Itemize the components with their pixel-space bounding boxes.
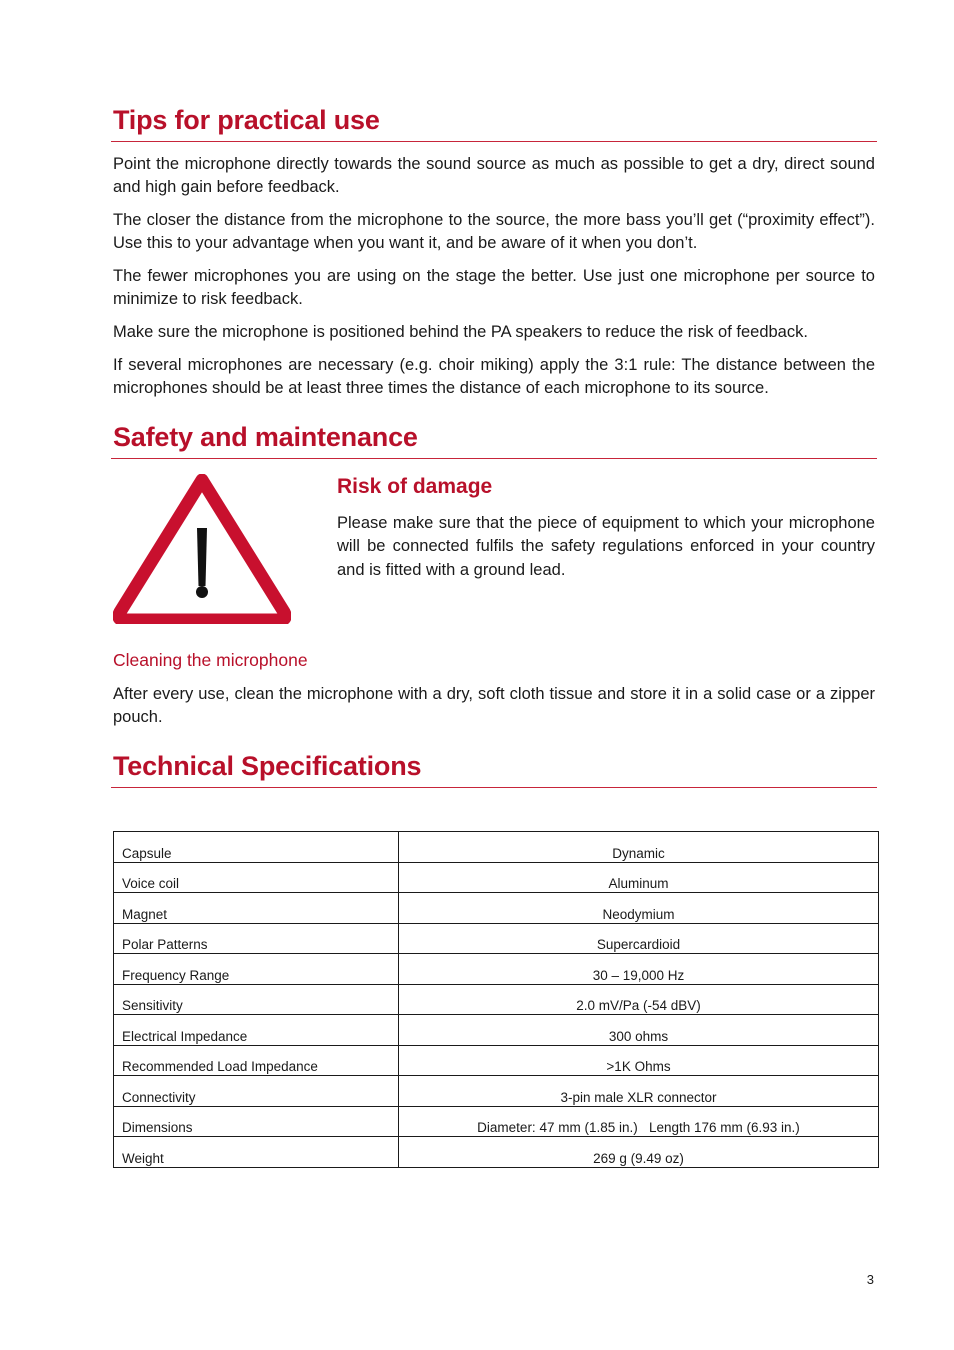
specs-table: [113, 831, 879, 1168]
spec-value: Supercardioid: [399, 923, 879, 954]
table-row: [114, 1137, 879, 1168]
tips-paragraph-5: If several microphones are necessary (e.g. choir miking) apply the 3:1 rule: The distance between the microphones should be at least three times the distance of each microphone to its source.: [113, 356, 875, 398]
spec-value: 269 g (9.49 oz): [399, 1137, 879, 1168]
spec-label: Sensitivity: [114, 984, 399, 1015]
tips-paragraph-3: The fewer microphones you are using on the stage the better. Use just one microphone per source to minimize to risk feedback.: [113, 267, 875, 309]
tips-heading-rule: [111, 141, 877, 142]
spec-label: Electrical Impedance: [114, 1015, 399, 1046]
table-row: [114, 1045, 879, 1076]
tips-heading: Tips for practical use: [113, 105, 380, 135]
table-row: [114, 1015, 879, 1046]
spec-label: Capsule: [114, 832, 399, 863]
safety-heading-rule: [111, 458, 877, 459]
table-row: [114, 923, 879, 954]
spec-value: Neodymium: [399, 893, 879, 924]
tips-paragraph-1: Point the microphone directly towards the sound source as much as possible to get a dry, direct sound and high gain before feedback.: [113, 155, 875, 197]
spec-value: Dynamic: [399, 832, 879, 863]
table-row: [114, 1106, 879, 1137]
warning-triangle-icon: [113, 474, 291, 624]
spec-value: >1K Ohms: [399, 1045, 879, 1076]
spec-value: Diameter: 47 mm (1.85 in.) Length 176 mm (6.93 in.): [399, 1106, 879, 1137]
specs-heading: Technical Specifications: [113, 751, 422, 781]
spec-label: Magnet: [114, 893, 399, 924]
spec-value: Aluminum: [399, 862, 879, 893]
spec-value: 2.0 mV/Pa (-54 dBV): [399, 984, 879, 1015]
spec-value: 30 – 19,000 Hz: [399, 954, 879, 985]
tips-paragraph-2: The closer the distance from the microphone to the source, the more bass you’ll get (“proximity effect”). Use this to your advantage when you want it, and be aware of it when you don’t.: [113, 211, 875, 253]
spec-value: 3-pin male XLR connector: [399, 1076, 879, 1107]
table-row: [114, 1076, 879, 1107]
spec-label: Connectivity: [114, 1076, 399, 1107]
table-row: [114, 893, 879, 924]
spec-value: 300 ohms: [399, 1015, 879, 1046]
spec-label: Polar Patterns: [114, 923, 399, 954]
risk-of-damage-heading: Risk of damage: [337, 475, 493, 498]
table-row: [114, 954, 879, 985]
page-number: 3: [866, 1272, 874, 1287]
safety-heading: Safety and maintenance: [113, 422, 418, 452]
risk-of-damage-text: Please make sure that the piece of equipment to which your microphone will be connected fulfils the safety regulations enforced in your country and is fitted with a ground lead.: [337, 514, 875, 579]
table-row: [114, 984, 879, 1015]
spec-label: Weight: [114, 1137, 399, 1168]
table-row: [114, 832, 879, 863]
specs-heading-rule: [111, 787, 877, 788]
table-row: [114, 862, 879, 893]
spec-label: Recommended Load Impedance: [114, 1045, 399, 1076]
spec-label: Frequency Range: [114, 954, 399, 985]
spec-label: Dimensions: [114, 1106, 399, 1137]
tips-paragraph-4: Make sure the microphone is positioned behind the PA speakers to reduce the risk of feedback.: [113, 323, 808, 341]
spec-label: Voice coil: [114, 862, 399, 893]
cleaning-text: After every use, clean the microphone with a dry, soft cloth tissue and store it in a solid case or a zipper pouch.: [113, 685, 875, 727]
cleaning-heading: Cleaning the microphone: [113, 650, 308, 670]
